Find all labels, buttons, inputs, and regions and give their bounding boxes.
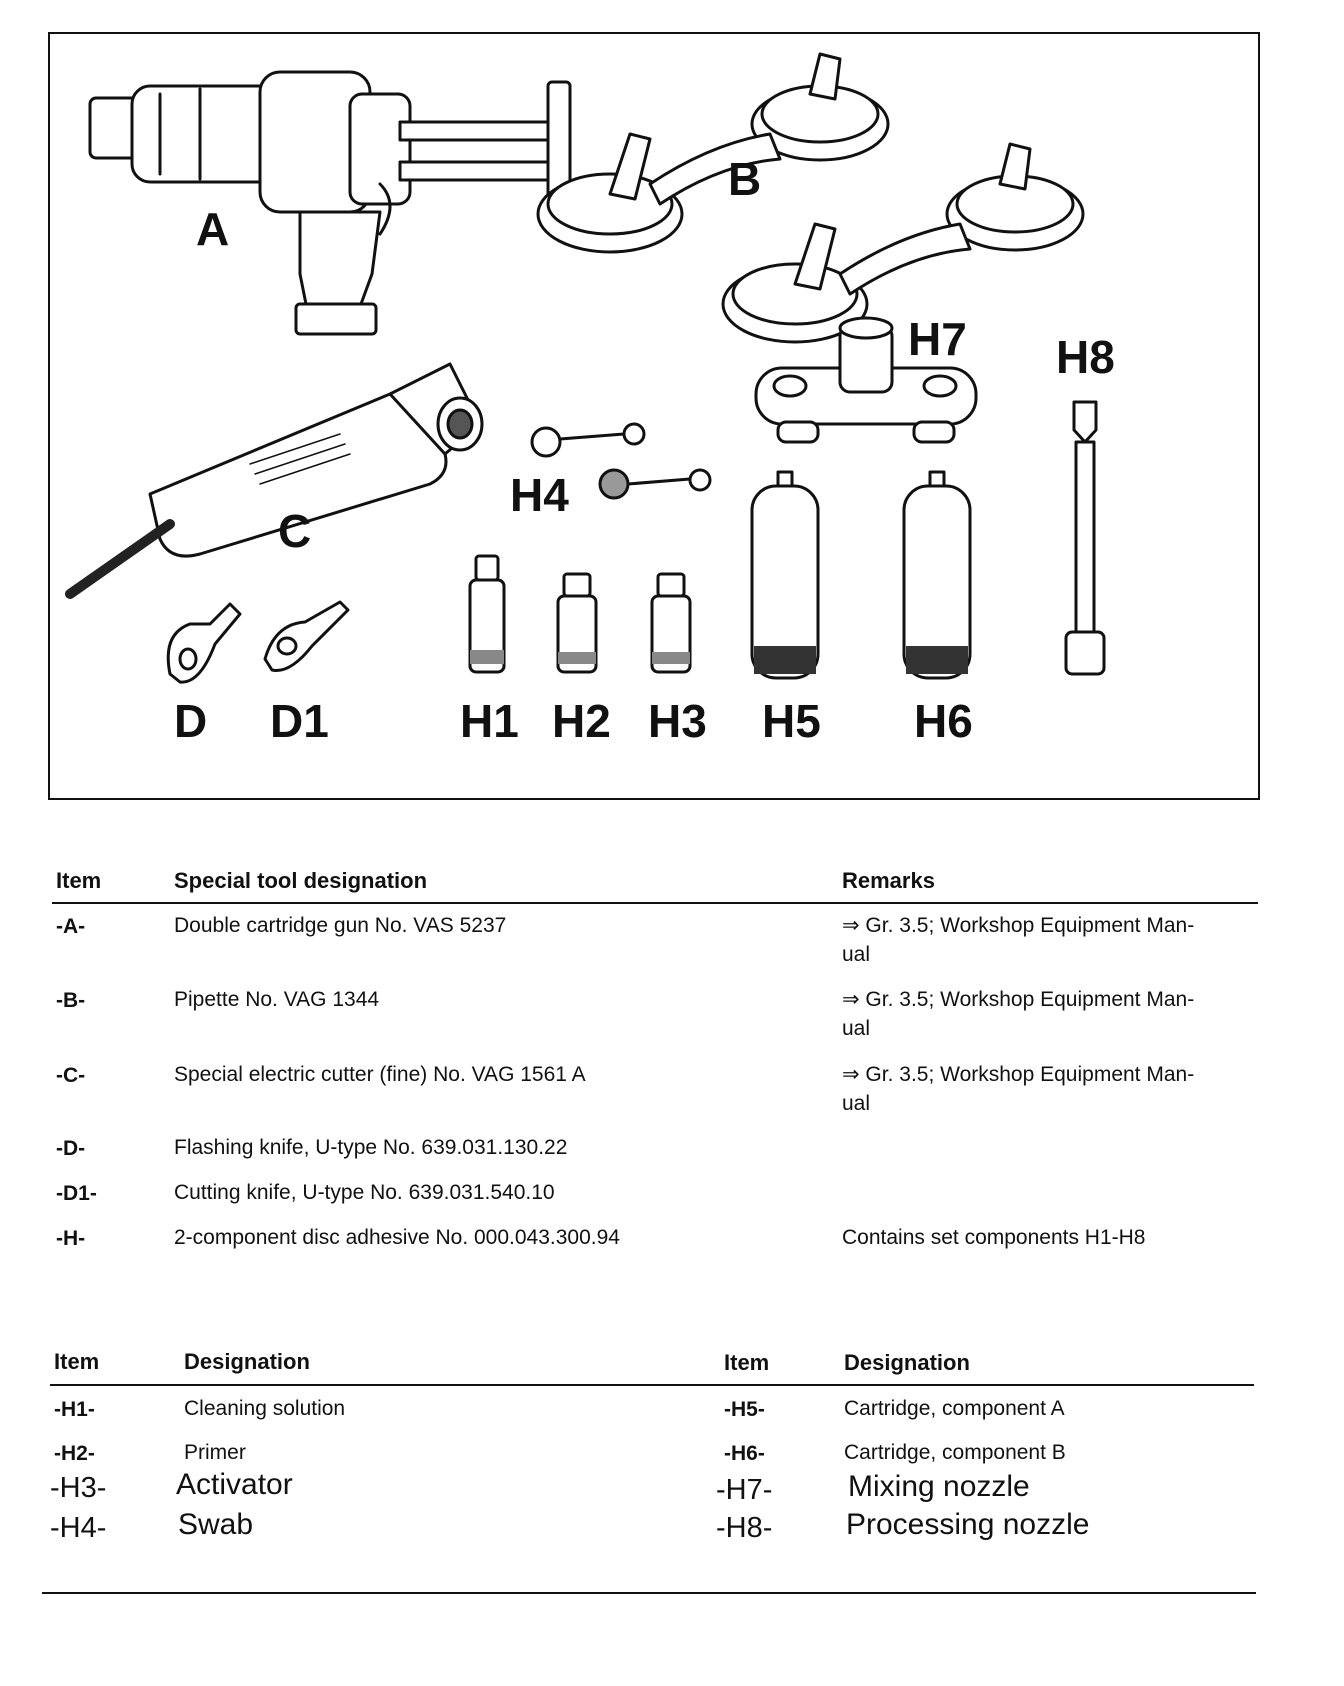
- row-designation: Cutting knife, U-type No. 639.031.540.10: [174, 1181, 555, 1204]
- table1-header-designation: Special tool designation: [174, 868, 428, 893]
- row-designation-left: Cleaning solution: [184, 1397, 346, 1420]
- table1-header-rule: [52, 902, 1258, 904]
- label-d1: D1: [270, 695, 329, 747]
- row-remarks-cont: ual: [842, 1092, 871, 1115]
- table2-header-item-right: Item: [724, 1350, 770, 1375]
- row-item-right: -H6-: [724, 1442, 765, 1465]
- row-designation-right: Processing nozzle: [846, 1508, 1090, 1541]
- row-item-right: -H5-: [724, 1398, 765, 1421]
- row-remarks: ⇒ Gr. 3.5; Workshop Equipment Man-: [842, 914, 1195, 937]
- cartridge-gun-drawing: [90, 72, 570, 334]
- row-designation-left: Primer: [184, 1441, 246, 1464]
- table1-header-item: Item: [56, 868, 102, 893]
- row-item: -H-: [56, 1227, 86, 1250]
- row-item: -D-: [56, 1137, 86, 1160]
- row-designation: Double cartridge gun No. VAS 5237: [174, 914, 507, 937]
- bottles-drawing: [470, 556, 690, 672]
- label-h5: H5: [762, 695, 821, 747]
- label-h6: H6: [914, 695, 973, 747]
- row-designation: Flashing knife, U-type No. 639.031.130.22: [174, 1136, 568, 1159]
- table2-footer-rule: [42, 1592, 1256, 1594]
- row-designation-left: Swab: [178, 1508, 254, 1541]
- row-remarks: Contains set components H1-H8: [842, 1226, 1146, 1249]
- row-designation-right: Cartridge, component B: [844, 1441, 1066, 1464]
- table2-header-item-left: Item: [54, 1349, 100, 1374]
- tools-illustration: [48, 32, 1260, 800]
- row-item-left: -H2-: [54, 1442, 95, 1465]
- row-designation-left: Activator: [176, 1468, 293, 1501]
- row-remarks: ⇒ Gr. 3.5; Workshop Equipment Man-: [842, 1063, 1195, 1086]
- row-item: -B-: [56, 989, 86, 1012]
- row-item: -A-: [56, 915, 86, 938]
- row-designation-right: Mixing nozzle: [848, 1470, 1030, 1503]
- label-h4: H4: [510, 469, 569, 521]
- row-item: -D1-: [56, 1182, 97, 1205]
- row-remarks: ⇒ Gr. 3.5; Workshop Equipment Man-: [842, 988, 1195, 1011]
- row-remarks-cont: ual: [842, 943, 871, 966]
- label-h2: H2: [552, 695, 611, 747]
- row-item-left: -H1-: [54, 1398, 95, 1421]
- label-h3: H3: [648, 695, 707, 747]
- electric-cutter-drawing: [70, 364, 482, 594]
- row-item-right: -H8-: [716, 1512, 773, 1544]
- row-item: -C-: [56, 1064, 86, 1087]
- row-item-left: -H3-: [50, 1472, 107, 1504]
- table2-header-designation-right: Designation: [844, 1350, 970, 1375]
- cartridges-drawing: [752, 472, 970, 678]
- label-h1: H1: [460, 695, 519, 747]
- row-item-right: -H7-: [716, 1474, 773, 1506]
- table2-header-designation-left: Designation: [184, 1349, 310, 1374]
- row-item-left: -H4-: [50, 1512, 107, 1544]
- processing-nozzle-drawing: [1066, 402, 1104, 674]
- row-designation: Pipette No. VAG 1344: [174, 988, 380, 1011]
- tools-drawing: [50, 34, 1258, 798]
- label-h7: H7: [908, 313, 967, 365]
- row-designation: 2-component disc adhesive No. 000.043.300.94: [174, 1226, 620, 1249]
- label-d: D: [174, 695, 208, 747]
- table2-header-rule: [50, 1384, 1254, 1386]
- label-h8: H8: [1056, 331, 1115, 383]
- label-c: C: [278, 505, 312, 557]
- row-remarks-cont: ual: [842, 1017, 871, 1040]
- label-a: A: [196, 203, 230, 255]
- row-designation-right: Cartridge, component A: [844, 1397, 1065, 1420]
- suction-lifter-drawing: [538, 54, 1083, 342]
- row-designation: Special electric cutter (fine) No. VAG 1561 A: [174, 1063, 586, 1086]
- table1-header-remarks: Remarks: [842, 868, 935, 893]
- label-b: B: [728, 153, 762, 205]
- knives-drawing: [168, 602, 348, 682]
